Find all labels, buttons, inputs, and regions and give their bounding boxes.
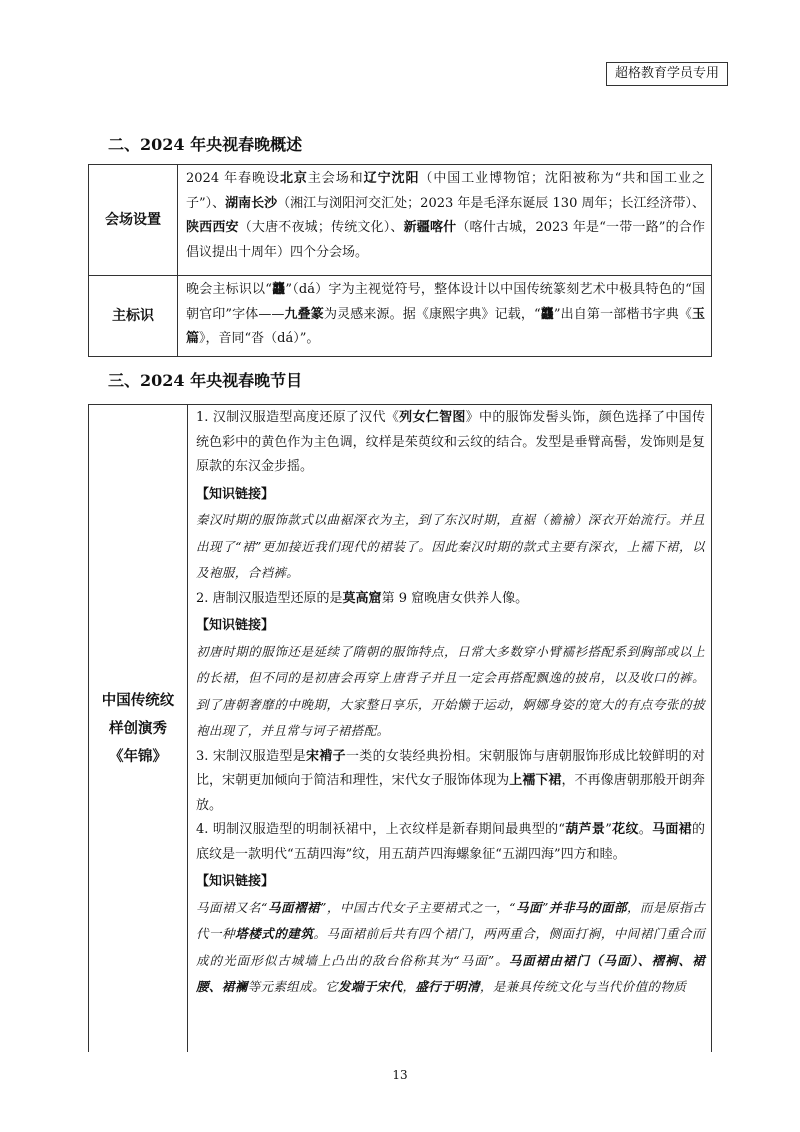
page-number: 13 (392, 1068, 408, 1082)
emphasis-text: 北京 (279, 171, 308, 186)
body-text: 的底纹是一款明代“五葫四海”纹，用五葫芦四海螺象征“五湖四海”四方和睦。 (196, 822, 705, 862)
emphasis-text: 九叠篆 (284, 306, 324, 322)
body-text: ， (402, 979, 416, 994)
emphasis-text: 塔楼式的建筑 (235, 926, 314, 941)
program-paragraph (196, 818, 705, 867)
body-text: 晚会主标识以“ (186, 282, 272, 297)
emphasis-text: 发端于宋代 (337, 979, 403, 994)
emphasis-text: 陕西西安 (186, 220, 239, 235)
body-text: ”出自第一部楷书字典《 (553, 306, 692, 322)
body-text: 秦汉时期的服饰款式以曲裾深衣为主，到了东汉时期，直裾（襜褕）深衣开始流行。并且出现了“裙”更加接近我们现代的裙装了。因此秦汉时期的款式主要有深衣，上襦下裙，以及袍服，合裆裤。 (196, 512, 705, 580)
table-row (89, 165, 712, 276)
body-text: （大唐不夜城；传统文化）、 (238, 220, 404, 235)
body-text: （中国工业博物馆；沈阳被称为“共和国工业之子”）、 (186, 171, 705, 211)
body-text: 马面裙又名“ (196, 899, 268, 915)
body-text: ，是兼具传统文化与当代价值的物质 (479, 979, 687, 994)
body-text: 为灵感来源。据《康熙字典》记载，“ (323, 306, 541, 322)
body-text: 》中的服饰发髻头饰，颜色选择了中国传统色彩中的黄色作为主色调，纹样是茱萸纹和云纹的结合。发型是垂臂高髻，发饰则是复原款的东汉金步摇。 (196, 410, 705, 474)
body-text: ” (605, 822, 612, 837)
emphasis-text: 玉篇 (186, 306, 705, 346)
body-text: 。马面裙前后共有四个裙门，两两重合，侧面打裥，中间裙门重合而成的光面形似古城墙上凸出的敌台俗称其为“马面”。 (196, 926, 705, 968)
emphasis-text: 马面 (515, 899, 543, 915)
emphasis-text: 辽宁沈阳 (363, 171, 420, 186)
body-text: ，而是原指古代一种 (196, 899, 705, 941)
knowledge-link-text (196, 639, 705, 745)
emphasis-text: 莫高窟 (342, 590, 382, 606)
program-label: 中国传统纹样创演秀《年锦》 (89, 405, 188, 1053)
knowledge-link-heading: 【知识链接】 (196, 486, 275, 502)
emphasis-text: 上襦下裙 (509, 773, 562, 788)
body-text: 2024 年春晚设 (186, 171, 280, 186)
body-text: 主会场和 (307, 171, 364, 186)
table-row (89, 405, 712, 1053)
knowledge-link-heading: 【知识链接】 (196, 874, 275, 889)
row-content-logo (178, 276, 712, 357)
row-label-logo: 主标识 (89, 276, 178, 357)
venue-text (186, 167, 705, 265)
program-paragraph (196, 587, 705, 612)
emphasis-text: 新疆喀什 (403, 220, 457, 235)
body-text: 1. 汉制汉服造型高度还原了汉代《 (196, 410, 400, 425)
emphasis-text: 马面裙 (652, 822, 692, 837)
program-content (188, 405, 712, 1053)
body-text: ，不再像唐朝那般开朗奔放。 (196, 773, 705, 813)
emphasis-text: 宋褙子 (306, 748, 346, 764)
emphasis-text: 列女仁智图 (399, 410, 466, 425)
body-text: 一类的女装经典扮相。宋朝服饰与唐朝服饰形成比较鲜明的对比，宋朝更加倾向于简洁和理性，宋代女子服饰体现为 (196, 748, 705, 788)
body-text: （湘江与浏阳河交汇处；2023 年是毛泽东诞辰 130 周年；长江经济带）、 (277, 195, 705, 211)
emphasis-text: 并非马的面部 (548, 899, 628, 915)
body-text: 初唐时期的服饰还是延续了隋朝的服饰特点，日常大多数穿小臂襦衫搭配系到胸部或以上的长裙，但不同的是初唐会再穿上唐背子并且一定会再搭配飘逸的披帛，以及收口的裤。到了唐朝奢靡的中晚期，大家整日享乐，开始懒于运动，婀娜身姿的宽大的有点夸张的披袍出现了，并且常与诃子裙搭配。 (196, 643, 705, 738)
knowledge-link-text (196, 895, 705, 1001)
body-text: 》，音同“沓（dá）”。 (199, 331, 320, 346)
emphasis-text: 盛行于明清 (415, 979, 480, 994)
header-tag: 超格教育学员专用 (606, 62, 728, 86)
body-text: 第 9 窟晚唐女供养人像。 (381, 590, 529, 606)
body-text: 3. 宋制汉服造型是 (196, 748, 307, 764)
body-text: 2. 唐制汉服造型还原的是 (196, 590, 343, 606)
body-text: 4. 明制汉服造型的明制袄裙中，上衣纹样是新春期间最典型的“ (196, 822, 566, 837)
table-row (89, 276, 712, 357)
row-content-venue (178, 165, 712, 276)
emphasis-text: 马面褶裙 (267, 899, 321, 915)
overview-table (88, 164, 712, 357)
body-text: （喀什古城，2023 年是“一带一路”的合作倡议提出十周年）四个分会场。 (186, 220, 705, 260)
programs-table (88, 404, 712, 1052)
body-text: 等元素组成。它 (247, 979, 338, 994)
emphasis-text: 花纹 (611, 822, 639, 837)
program-paragraph (196, 406, 705, 480)
row-label-venue: 会场设置 (89, 165, 178, 276)
emphasis-text: 葫芦景 (565, 822, 606, 837)
body-text: ”（dá）字为主视觉符号，整体设计以中国传统篆刻艺术中极具特色的“国朝官印”字体—— (186, 282, 705, 322)
body-text: ”，中国古代女子主要裙式之一，“ (320, 899, 516, 915)
section-heading-programs: 三、2024 年央视春晚节目 (108, 371, 303, 390)
body-text: 。 (638, 822, 653, 837)
body-text: ” (542, 899, 549, 915)
program-paragraph (196, 745, 705, 819)
emphasis-text: 龘 (271, 282, 286, 297)
emphasis-text: 马面裙由裙门（马面）、褶裥、裙腰、裙襕 (196, 952, 705, 994)
emphasis-text: 湖南长沙 (225, 195, 278, 211)
knowledge-link-heading: 【知识链接】 (196, 618, 275, 633)
knowledge-link-text (196, 507, 705, 587)
section-heading-overview: 二、2024 年央视春晚概述 (108, 135, 303, 154)
emphasis-text: 龘 (540, 306, 554, 322)
logo-text (186, 278, 705, 352)
